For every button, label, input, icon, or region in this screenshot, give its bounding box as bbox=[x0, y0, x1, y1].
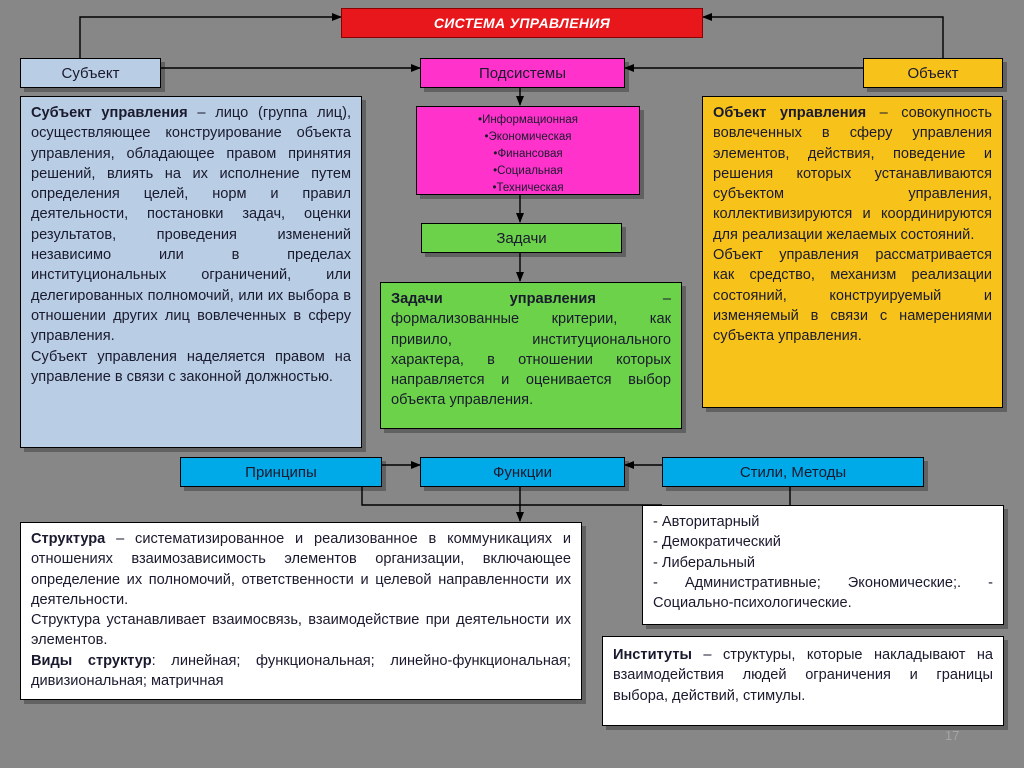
tasks-node bbox=[421, 223, 622, 253]
functions-node-label: Функции bbox=[492, 463, 553, 481]
subject-node-label: Субъект bbox=[61, 64, 120, 82]
subject-authority: Субъект управления наделяется правом на управление в связи с законной должностью. bbox=[31, 348, 351, 385]
institutes-term: Институты bbox=[613, 647, 692, 663]
structure-term: Структура bbox=[31, 531, 106, 547]
subject-node bbox=[20, 58, 161, 88]
object-description bbox=[702, 96, 1003, 408]
subsystems-list bbox=[416, 106, 640, 195]
tasks-node-label: Задачи bbox=[496, 229, 547, 247]
subsystem-item: • Социальная bbox=[417, 163, 639, 180]
structure-types-list: : линейная; функциональная; линейно-функциональная; дивизиональная; матричная bbox=[31, 652, 571, 690]
object-node bbox=[863, 58, 1003, 88]
styles-methods-node-label: Стили, Методы bbox=[739, 463, 847, 481]
subsystem-item: • Информационная bbox=[417, 112, 639, 129]
subsystems-node bbox=[420, 58, 625, 88]
object-term: Объект управления bbox=[713, 105, 867, 121]
style-item: - Авторитарный bbox=[653, 514, 760, 530]
system-title: СИСТЕМА УПРАВЛЕНИЯ bbox=[433, 15, 611, 31]
system-title-box bbox=[341, 8, 703, 38]
subject-definition: – лицо (группа лиц), осуществляющее конструирование объекта управления, обладающее правом принятия решений, влиять на их исполнение путем определения целей, норм и правил деятельности, постановки задач, оценки результатов, проведения изменений независимо или в пределах институциональных ограничений, или делегированных полномочий, или их выбора в отношении других лиц вовлеченных в сферу управления. bbox=[31, 105, 352, 345]
tasks-description bbox=[380, 282, 682, 429]
object-as-means: Объект управления рассматривается как средство, механизм реализации состояний, конструируемый и изменяемый в связи с намерениями субъекта управления. bbox=[713, 247, 992, 345]
subsystem-item: • Финансовая bbox=[417, 146, 639, 163]
object-definition: – совокупность вовлеченных в сферу управления элементов, действия, поведение и решения которых устанавливаются субъектом управления, коллективизируются и координируются для реализации желаемых состояний. bbox=[713, 105, 992, 243]
subject-description bbox=[20, 96, 362, 448]
structure-types-term: Виды структур bbox=[31, 652, 152, 669]
style-item: - Демократический bbox=[653, 534, 781, 551]
styles-methods-node bbox=[662, 457, 924, 487]
style-item: - Либеральный bbox=[653, 554, 756, 571]
principles-node bbox=[180, 457, 382, 487]
structure-relations: Структура устанавливает взаимосвязь, взаимодействие при деятельности их элементов. bbox=[31, 612, 571, 649]
principles-node-label: Принципы bbox=[245, 463, 317, 481]
styles-list bbox=[642, 505, 1004, 625]
object-node-label: Объект bbox=[907, 64, 959, 82]
style-item: - Административные; Экономические;. - Социально-психологические. bbox=[653, 574, 993, 612]
subsystems-node-label: Подсистемы bbox=[478, 64, 567, 82]
tasks-term: Задачи управления bbox=[391, 291, 596, 307]
page-number: 17 bbox=[945, 728, 960, 743]
structure-definition: – систематизированное и реализованное в коммуникациях и отношениях взаимозависимость элементов организации, включающее определение их полномочий, ответственности и целевой направленности их деятельности. bbox=[31, 531, 571, 608]
institutes-definition: – структуры, которые накладывают на взаимодействия людей ограничения и границы выбора, действий, стимулы. bbox=[613, 647, 993, 704]
functions-node bbox=[420, 457, 625, 487]
subsystem-item: • Техническая bbox=[417, 180, 639, 197]
tasks-definition: – формализованные критерии, как привило, институционального характера, в отношении которых направляется и оценивается выбор объекта управления. bbox=[391, 291, 671, 409]
institutes-description bbox=[602, 636, 1004, 726]
structure-description bbox=[20, 522, 582, 700]
subject-term: Субъект управления bbox=[31, 105, 188, 121]
subsystem-item: • Экономическая bbox=[417, 129, 639, 146]
